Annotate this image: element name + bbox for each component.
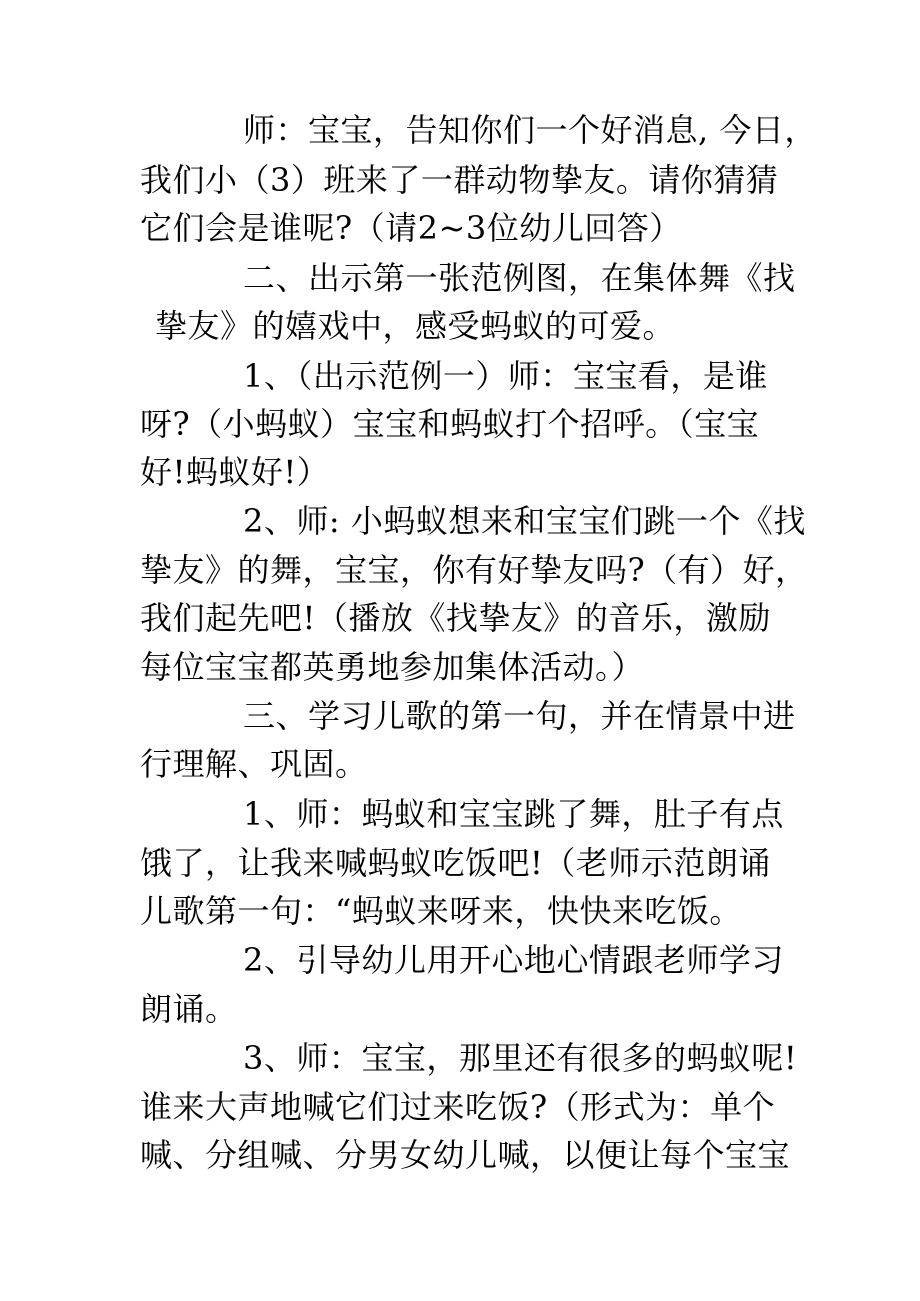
paragraph-line: 喊、分组喊、分男女幼儿喊，以便让每个宝宝 [140,1136,791,1174]
paragraph-line: 3、师：宝宝，那里还有很多的蚂蚁呢! [243,1039,798,1077]
paragraph-line: 饿了，让我来喊蚂蚁吃饭吧!（老师示范朗诵 [140,844,771,882]
paragraph-line: 我们小（3）班来了一群动物挚友。请你猜猜 [140,161,779,199]
section-heading-line: 二、出示第一张范例图，在集体舞《找 [243,259,796,297]
paragraph-line: 1、（出示范例一）师：宝宝看，是谁 [243,357,768,395]
paragraph-line: 2、师: 小蚂蚁想来和宝宝们跳一个《找 [243,502,806,540]
paragraph-line: 谁来大声地喊它们过来吃饭?（形式为：单个 [140,1088,776,1126]
paragraph-line: 师：宝宝，告知你们一个好消息, 今日， [243,111,817,149]
paragraph-line: 2、引导幼儿用开心地心情跟老师学习 [243,941,784,979]
paragraph-line: 呀?（小蚂蚁）宝宝和蚂蚁打个招呼。（宝宝 [140,405,760,443]
section-heading-line: 三、学习儿歌的第一句，并在情景中进 [243,697,796,735]
section-heading-line: 行理解、巩固。 [140,745,368,783]
paragraph-line: 每位宝宝都英勇地参加集体活动。） [140,648,645,686]
paragraph-line: 我们起先吧!（播放《找挚友》的音乐，激励 [140,599,771,637]
paragraph-line: 它们会是谁呢?（请2~3位幼儿回答） [140,209,682,247]
paragraph-line: 好!蚂蚁好!） [140,453,330,491]
paragraph-line: 朗诵。 [140,990,238,1028]
paragraph-line: 1、师：蚂蚁和宝宝跳了舞，肚子有点 [243,795,784,833]
paragraph-line: 儿歌第一句：“蚂蚁来呀来，快快来吃饭。 [140,892,742,930]
paragraph-line: 挚友》的舞，宝宝，你有好挚友吗?（有）好， [140,551,808,589]
section-heading-line: 挚友》的嬉戏中，感受蚂蚁的可爱。 [155,307,676,345]
